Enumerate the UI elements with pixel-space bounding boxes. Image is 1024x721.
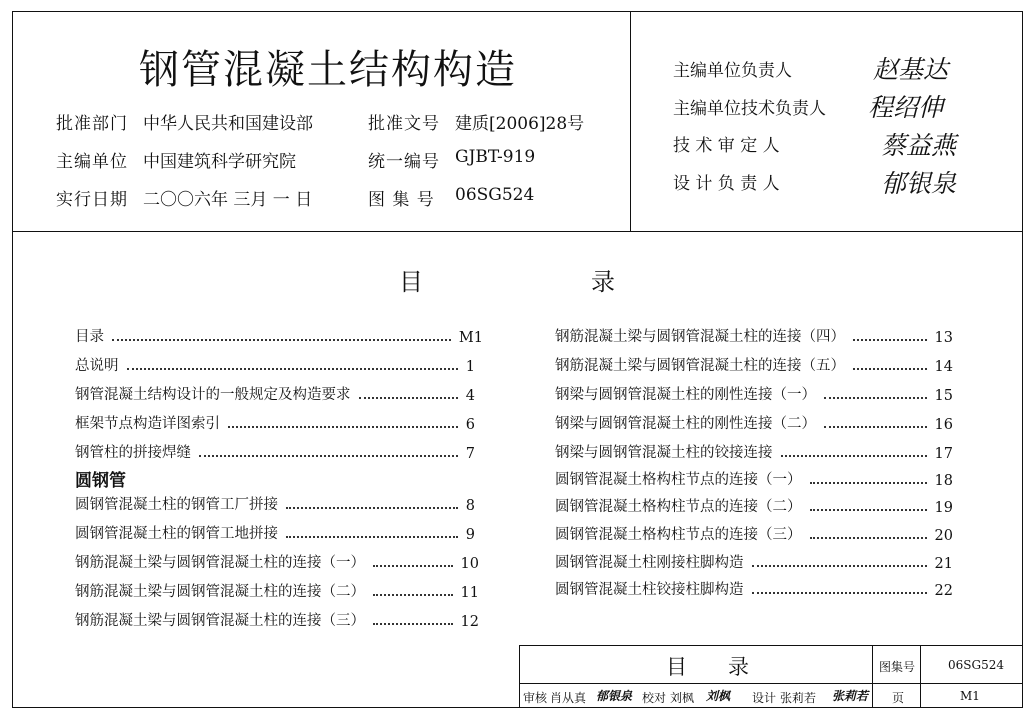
title-block-title-left: 目 [666, 655, 701, 679]
page-number: M1 [960, 689, 980, 703]
checker-name: 刘枫 [670, 691, 695, 705]
toc-entry[interactable]: 圆钢管混凝土格构柱节点的连接（二） 19 [555, 499, 953, 516]
title-block-title-right: 录 [728, 655, 763, 679]
toc-entry[interactable]: 框架节点构造详图索引 6 [75, 416, 475, 433]
editor-unit-value: 中国建筑科学研究院 [143, 152, 296, 172]
section-heading-round-steel-tube: 圆钢管 [75, 471, 126, 491]
effective-date-value: 二〇〇六年 三月 一 日 [143, 190, 313, 210]
role-technical-lead: 主编单位技术负责人 [673, 99, 826, 119]
atlas-no-label: 图 集 号 [368, 190, 435, 210]
toc-entry[interactable]: 钢筋混凝土梁与圆钢管混凝土柱的连接（三） 12 [75, 613, 479, 630]
toc-entry[interactable]: 圆钢管混凝土格构柱节点的连接（三） 20 [555, 527, 953, 544]
title-block-atlas-label: 图集号 [879, 660, 916, 674]
approve-doc-value: 建质[2006]28号 [455, 114, 585, 134]
design-label: 设计 [752, 691, 777, 705]
signature-chief-editor: 赵基达 [873, 55, 949, 84]
designer-name: 张莉若 [780, 691, 817, 705]
toc-entry[interactable]: 圆钢管混凝土柱刚接柱脚构造 21 [555, 555, 953, 572]
reviewer-name: 肖从真 [550, 691, 587, 705]
toc-heading-right: 录 [591, 268, 615, 296]
role-technical-reviewer: 技 术 审 定 人 [673, 136, 780, 156]
title-block-atlas-no: 06SG524 [948, 658, 1004, 672]
designer-signature: 张莉若 [832, 689, 869, 703]
editor-unit-label: 主编单位 [56, 152, 128, 172]
toc-entry[interactable]: 钢筋混凝土梁与圆钢管混凝土柱的连接（五） 14 [555, 358, 953, 375]
toc-entry[interactable]: 圆钢管混凝土柱的钢管工地拼接 9 [75, 526, 475, 543]
drawing-frame [12, 11, 1023, 708]
atlas-no-value: 06SG524 [455, 185, 535, 205]
reviewer-signature: 郁银泉 [596, 689, 633, 703]
toc-entry[interactable]: 钢梁与圆钢管混凝土柱的刚性连接（二） 16 [555, 416, 953, 433]
review-label: 审核 [523, 691, 548, 705]
approve-dept-value: 中华人民共和国建设部 [143, 114, 313, 134]
role-design-lead: 设 计 负 责 人 [673, 174, 780, 194]
effective-date-label: 实行日期 [56, 190, 128, 210]
toc-entry[interactable]: 钢梁与圆钢管混凝土柱的铰接连接 17 [555, 445, 953, 462]
checker-signature: 刘枫 [706, 689, 731, 703]
role-chief-editor-unit: 主编单位负责人 [673, 61, 792, 81]
atlas-title: 钢管混凝土结构构造 [139, 47, 517, 93]
toc-entry[interactable]: 钢管柱的拼接焊缝 7 [75, 445, 475, 462]
approve-dept-label: 批准部门 [56, 114, 128, 134]
signature-technical-reviewer: 蔡益燕 [881, 131, 957, 160]
signature-technical-lead: 程绍伸 [868, 93, 944, 122]
toc-entry[interactable]: 钢筋混凝土梁与圆钢管混凝土柱的连接（一） 10 [75, 555, 479, 572]
unified-no-label: 统一编号 [368, 152, 440, 172]
approve-doc-label: 批准文号 [368, 114, 440, 134]
toc-entry[interactable]: 总说明 1 [75, 358, 475, 375]
toc-entry[interactable]: 圆钢管混凝土格构柱节点的连接（一） 18 [555, 472, 953, 489]
check-label: 校对 [642, 691, 667, 705]
header-divider [13, 231, 1022, 232]
toc-entry[interactable]: 圆钢管混凝土柱铰接柱脚构造 22 [555, 582, 953, 599]
title-block [519, 645, 1023, 708]
toc-heading-left: 目 [399, 268, 423, 296]
toc-entry[interactable]: 目录 M1 [75, 329, 483, 346]
unified-no-value: GJBT-919 [455, 147, 536, 167]
signature-design-lead: 郁银泉 [881, 169, 957, 198]
toc-entry[interactable]: 钢梁与圆钢管混凝土柱的刚性连接（一） 15 [555, 387, 953, 404]
toc-entry[interactable]: 钢筋混凝土梁与圆钢管混凝土柱的连接（二） 11 [75, 584, 479, 601]
toc-entry[interactable]: 钢管混凝土结构设计的一般规定及构造要求 4 [75, 387, 475, 404]
toc-entry[interactable]: 钢筋混凝土梁与圆钢管混凝土柱的连接（四） 13 [555, 329, 953, 346]
toc-entry[interactable]: 圆钢管混凝土柱的钢管工厂拼接 8 [75, 497, 475, 514]
page-label: 页 [892, 691, 905, 705]
